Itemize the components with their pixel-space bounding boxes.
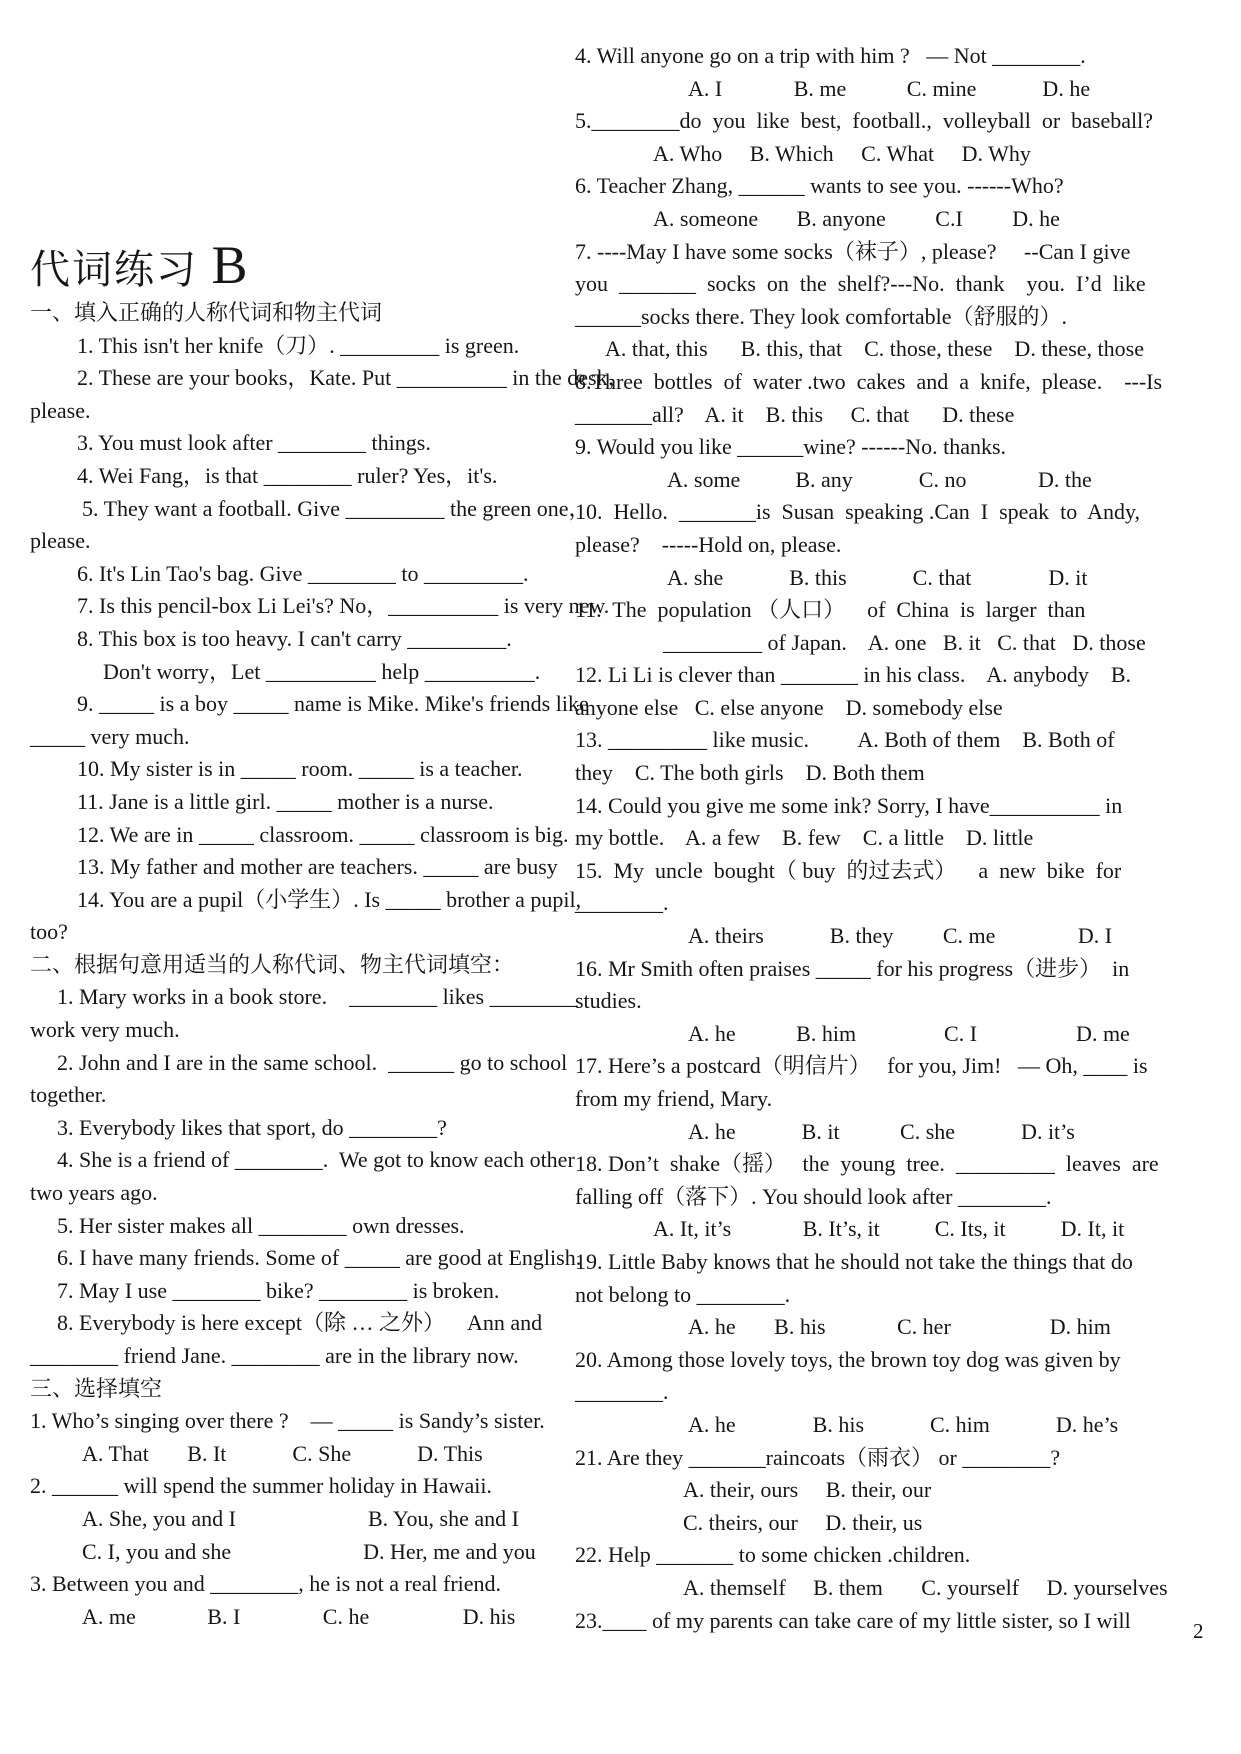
text-line: you _______ socks on the shelf?---No. thank you. I’d like (575, 271, 1146, 297)
text-line: 10. My sister is in _____ room. _____ is a teacher. (77, 756, 523, 782)
text-line: 8. This box is too heavy. I can't carry _________. (77, 625, 512, 651)
text-line: they C. The both girls D. Both them (575, 760, 925, 786)
text-line: 二、根据句意用适当的人称代词、物主代词填空： (30, 951, 515, 977)
text-line: 8. Everybody is here except（除 … 之外） Ann and (57, 1310, 543, 1336)
text-line: _________ of Japan. A. one B. it C. that D. those (663, 629, 1146, 655)
text-line: _____ very much. (30, 723, 190, 749)
page-title-chinese: 代词练习 (30, 247, 198, 292)
text-line: together. (30, 1082, 107, 1108)
text-line: A. he B. it C. she D. it’s (688, 1118, 1075, 1144)
right-column (575, 40, 1223, 1637)
text-line: 7. May I use ________ bike? ________ is broken. (57, 1277, 500, 1303)
text-line: ________. (575, 1379, 669, 1405)
text-line: please. (30, 397, 91, 423)
text-line: 22. Help _______ to some chicken .children. (575, 1542, 971, 1568)
text-line: A. someone B. anyone C.I D. he (653, 205, 1060, 231)
text-line: 15. My uncle bought（ buy 的过去式） a new bike for (575, 857, 1122, 883)
text-line: 1. This isn't her knife（刀）. _________ is green. (77, 332, 520, 358)
text-line: 7. ----May I have some socks（袜子）, please? --Can I give (575, 238, 1131, 264)
text-line: 18. Don’t shake（摇） the young tree. _________ leaves are (575, 1151, 1159, 1177)
text-line: 19. Little Baby knows that he should not take the things that do (575, 1248, 1133, 1274)
text-line: 3. You must look after ________ things. (77, 430, 431, 456)
text-line: 9. Would you like ______wine? ------No. thanks. (575, 434, 1007, 460)
text-line: C. I, you and she D. Her, me and you (82, 1538, 536, 1564)
text-line: A. he B. his C. him D. he’s (688, 1411, 1119, 1437)
text-line: A. he B. him C. I D. me (688, 1020, 1130, 1046)
text-line: from my friend, Mary. (575, 1086, 773, 1111)
text-line: 20. Among those lovely toys, the brown toy dog was given by (575, 1346, 1121, 1372)
text-line: please? -----Hold on, please. (575, 531, 842, 557)
text-line: 13. _________ like music. A. Both of them B. Both of (575, 727, 1115, 753)
text-line: please. (30, 528, 91, 554)
page-title (30, 237, 550, 297)
text-line: 4. Will anyone go on a trip with him ? — Not ________. (575, 43, 1086, 68)
text-line: 一、填入正确的人称代词和物主代词 (30, 300, 383, 325)
text-line: ________ friend Jane. ________ are in the library now. (30, 1343, 519, 1368)
text-line: 1. Mary works in a book store. ________ likes ________ (57, 984, 578, 1010)
text-line: A. theirs B. they C. me D. I (688, 923, 1113, 949)
text-line: 9. _____ is a boy _____ name is Mike. Mike's friends like (77, 691, 589, 717)
page-number: 2 (1193, 1619, 1204, 1643)
text-line: 4. Wei Fang，is that ________ ruler? Yes，it's. (77, 462, 498, 488)
text-line: A. I B. me C. mine D. he (688, 75, 1091, 101)
text-line: 2. John and I are in the same school. ______ go to school (57, 1049, 568, 1075)
text-line: 11. The population （人口） of China is larger than (575, 597, 1086, 623)
text-line: 14. You are a pupil（小学生）. Is _____ brother a pupil, (77, 886, 582, 912)
text-line: 10. Hello. _______is Susan speaking .Can I speak to Andy, (575, 499, 1141, 525)
text-line: A. themself B. them C. yourself D. yourselves (683, 1574, 1168, 1600)
text-line: 5.________do you like best, football., volleyball or baseball? (575, 108, 1154, 134)
page-title-letter: B (198, 235, 248, 295)
text-line: 三、选择填空 (30, 1375, 163, 1401)
text-line: C. theirs, our D. their, us (683, 1509, 923, 1535)
text-line: 11. Jane is a little girl. _____ mother is a nurse. (77, 788, 494, 814)
text-line: Don't worry，Let __________ help __________. (103, 658, 541, 684)
text-line: studies. (575, 988, 642, 1014)
text-line: 21. Are they _______raincoats（雨衣） or ________? (575, 1444, 1061, 1470)
text-line: 12. We are in _____ classroom. _____ classroom is big. (77, 821, 569, 847)
text-line: 2. ______ will spend the summer holiday in Hawaii. (30, 1473, 492, 1499)
text-line: A. It, it’s B. It’s, it C. Its, it D. It, it (653, 1216, 1125, 1242)
text-line: _______all? A. it B. this C. that D. these (575, 401, 1015, 427)
text-line: anyone else C. else anyone D. somebody else (575, 694, 1003, 720)
text-line: ________. (575, 890, 669, 916)
text-line: 16. Mr Smith often praises _____ for his progress（进步） in (575, 955, 1130, 981)
text-line: A. he B. his C. her D. him (688, 1314, 1111, 1340)
text-line: 7. Is this pencil-box Li Lei's? No，__________ is very new. (77, 593, 610, 619)
text-line: my bottle. A. a few B. few C. a little D. little (575, 825, 1034, 851)
text-line: 3. Everybody likes that sport, do ________? (57, 1114, 447, 1140)
text-line: 6. I have many friends. Some of _____ are good at English. (57, 1245, 582, 1271)
text-line: A. Who B. Which C. What D. Why (653, 140, 1031, 166)
text-line: 14. Could you give me some ink? Sorry, I have__________ in (575, 792, 1123, 818)
text-line: A. their, ours B. their, our (683, 1477, 932, 1503)
text-line: not belong to ________. (575, 1281, 791, 1307)
text-line: ______socks there. They look comfortable（舒服的）. (575, 303, 1068, 329)
text-line: falling off（落下）. You should look after ________. (575, 1183, 1052, 1209)
text-line: 6. Teacher Zhang, ______ wants to see you. ------Who? (575, 173, 1064, 199)
text-line: 4. She is a friend of ________. We got to know each other (57, 1147, 575, 1173)
text-line: A. she B. this C. that D. it (667, 564, 1088, 590)
text-line: 6. It's Lin Tao's bag. Give ________ to _________. (77, 560, 529, 586)
text-line: A. me B. I C. he D. his (82, 1603, 516, 1629)
text-line: 12. Li Li is clever than _______ in his class. A. anybody B. (575, 662, 1132, 688)
text-line: 8.Three bottles of water .two cakes and a knife, please. ---Is (575, 368, 1163, 394)
text-line: A. that, this B. this, that C. those, these D. these, those (605, 336, 1144, 362)
text-line: two years ago. (30, 1180, 158, 1206)
text-line: 5. Her sister makes all ________ own dresses. (57, 1212, 465, 1238)
text-line: 23.____ of my parents can take care of my little sister, so I will (575, 1607, 1131, 1633)
text-line: 17. Here’s a postcard（明信片） for you, Jim! — Oh, ____ is (575, 1053, 1148, 1079)
text-line: A. some B. any C. no D. the (667, 466, 1092, 492)
text-line: A. That B. It C. She D. This (82, 1440, 483, 1466)
text-line: A. She, you and I B. You, she and I (82, 1505, 519, 1531)
text-line: 3. Between you and ________, he is not a real friend. (30, 1571, 502, 1597)
text-line: work very much. (30, 1017, 180, 1043)
text-line: too? (30, 919, 68, 945)
text-line: 5. They want a football. Give _________ the green one， (82, 495, 591, 521)
text-line: 13. My father and mother are teachers. _____ are busy (77, 854, 558, 880)
text-line: 2. These are your books，Kate. Put __________ in the desk， (77, 365, 630, 391)
text-line: 1. Who’s singing over there ? — _____ is Sandy’s sister. (30, 1408, 545, 1434)
